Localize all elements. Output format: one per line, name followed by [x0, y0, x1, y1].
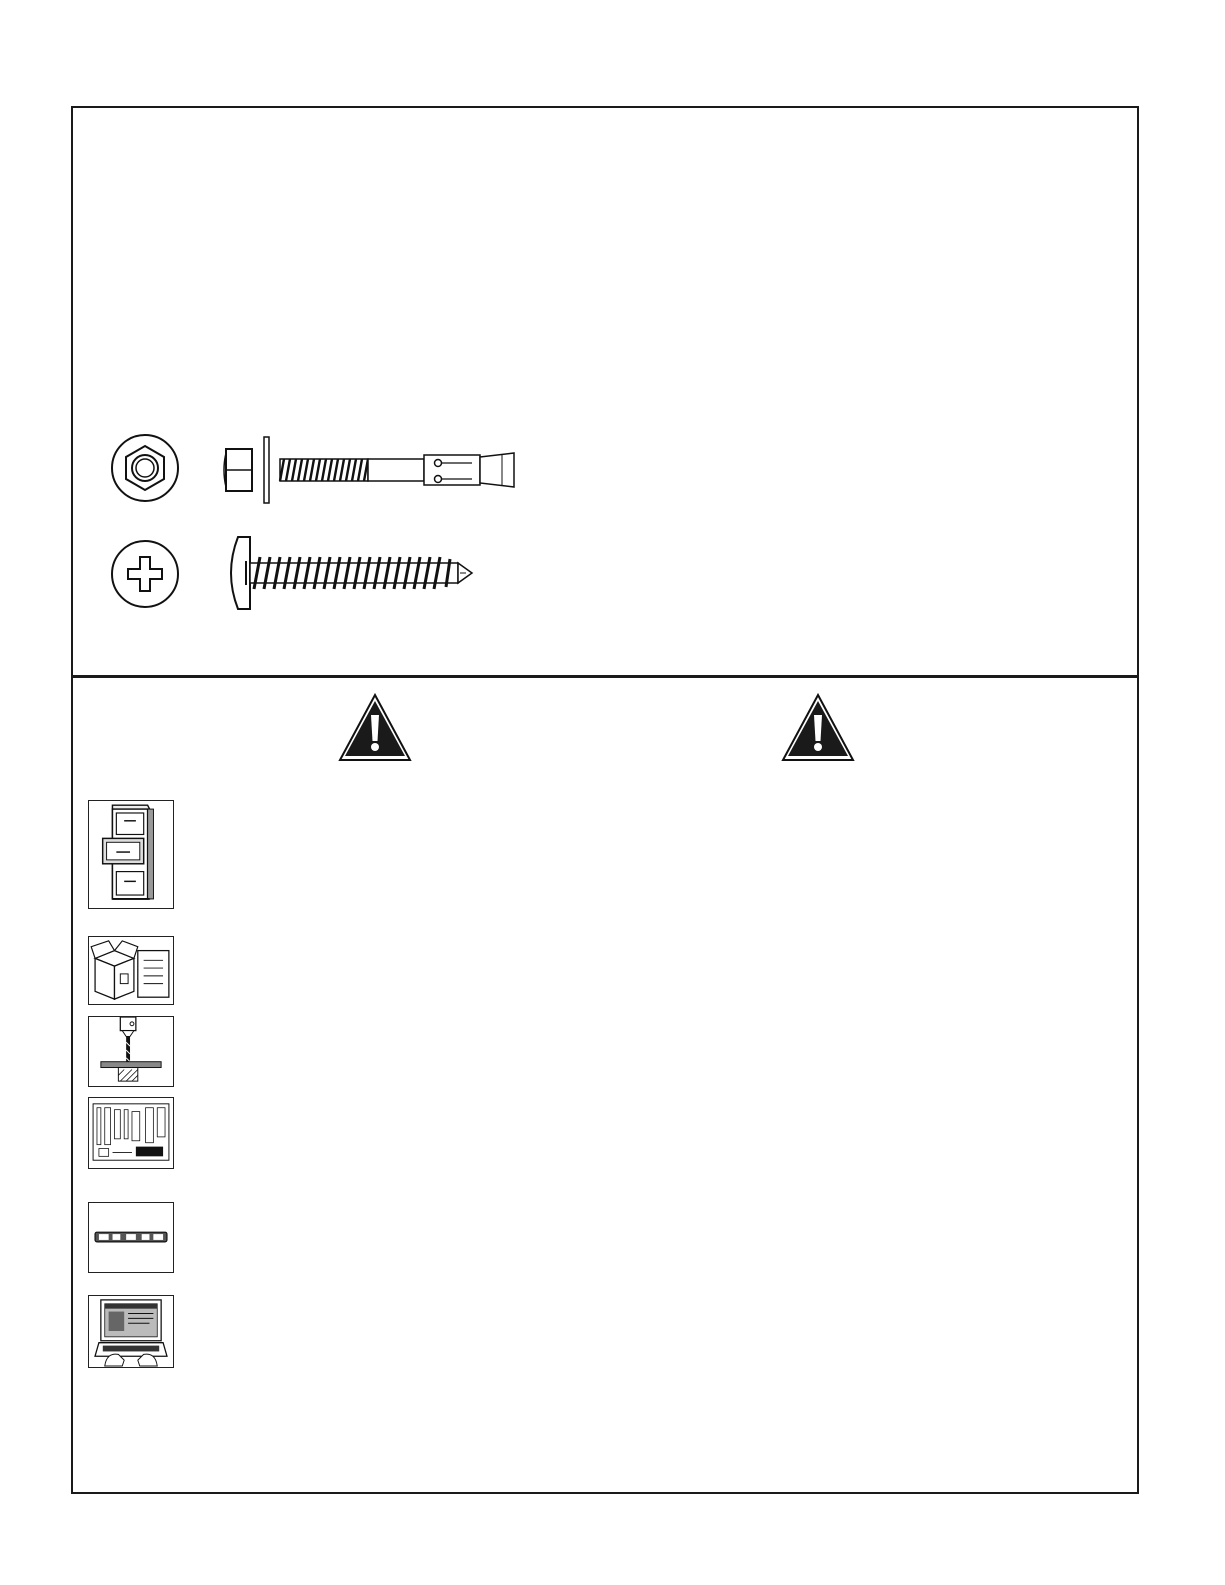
warning-triangle-icon	[781, 693, 855, 763]
computer-website-icon	[88, 1295, 174, 1368]
page-frame	[71, 106, 1139, 1494]
wedge-anchor-bolt-icon	[220, 431, 520, 507]
parts-layout-icon	[88, 1097, 174, 1169]
open-box-checklist-icon	[88, 936, 174, 1005]
hex-nut-top-view-icon	[110, 433, 180, 503]
drill-bit-icon	[88, 1016, 174, 1087]
hardware-section	[100, 425, 540, 625]
filing-cabinet-icon	[88, 800, 174, 909]
phillips-truss-head-screw-icon	[220, 533, 480, 613]
section-divider	[71, 675, 1139, 678]
phillips-head-top-view-icon	[110, 539, 180, 609]
warning-triangle-icon	[338, 693, 412, 763]
level-tool-icon	[88, 1202, 174, 1273]
